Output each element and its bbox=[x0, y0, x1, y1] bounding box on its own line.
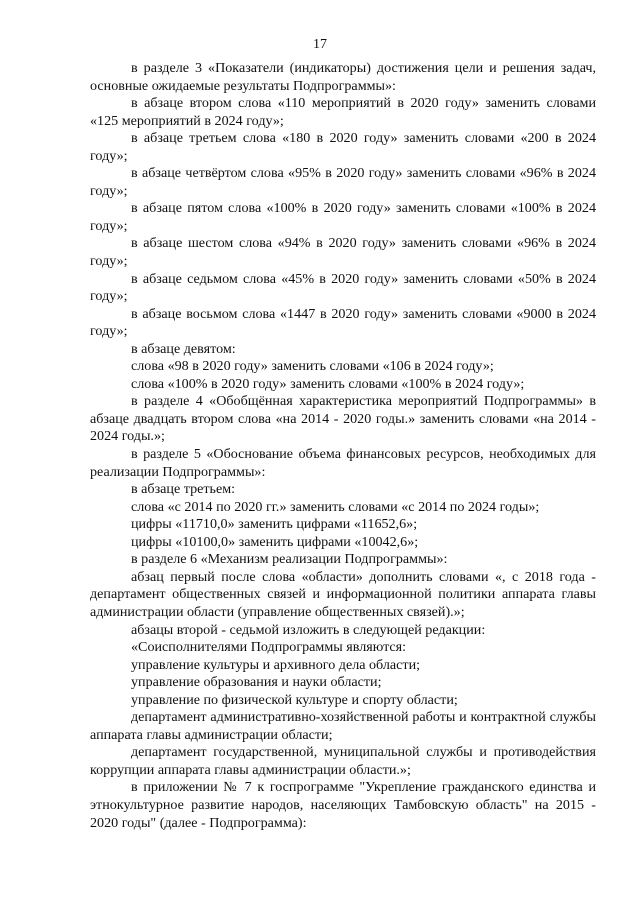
paragraph-section-5-abzac-3: в абзаце третьем: bbox=[131, 481, 236, 498]
paragraph-coexecutor-1: управление культуры и архивного дела области; bbox=[131, 656, 421, 673]
page-number: 17 bbox=[313, 37, 327, 52]
paragraph-abzac-9-item-2: слова «100% в 2020 году» заменить словами «100% в 2024 году»; bbox=[131, 375, 525, 392]
paragraph-coexecutor-4: департамент административно-хозяйственной работы и контрактной службы аппарата главы администрации области; bbox=[90, 709, 596, 743]
paragraph-abzac-8: в абзаце восьмом слова «1447 в 2020 году» заменить словами «9000 в 2024 году»; bbox=[90, 305, 596, 340]
paragraph-abzac-7: в абзаце седьмом слова «45% в 2020 году» заменить словами «50% в 2024 году»; bbox=[90, 270, 596, 305]
paragraph-section-5: в разделе 5 «Обоснование объема финансовых ресурсов, необходимых для реализации Подпрограммы»: bbox=[90, 446, 596, 480]
paragraph-section-6-abzac-1: абзац первый после слова «области» дополнить словами «, с 2018 года - департамент общественных связей и информационной политики аппарата главы администрации области (управление общественных связей).»; bbox=[90, 568, 596, 620]
paragraph-coexecutors: «Соисполнителями Подпрограммы являются: bbox=[131, 639, 407, 656]
paragraph-abzac-5: в абзаце пятом слова «100% в 2020 году» заменить словами «100% в 2024 году»; bbox=[90, 200, 596, 234]
paragraph-abzac-6: в абзаце шестом слова «94% в 2020 году» заменить словами «96% в 2024 году»; bbox=[90, 235, 596, 270]
paragraph-section-4: в разделе 4 «Обобщённая характеристика мероприятий Подпрограммы» в абзаце двадцать втором слова «на 2014 - 2020 годы.» заменить словами «на 2014 - 2024 годы.»; bbox=[90, 393, 596, 445]
paragraph-appendix-7: в приложении № 7 к госпрограмме "Укрепление гражданского единства и этнокультурное развитие народов, населяющих Тамбовскую область" на 2015 - 2020 годы" (далее - Подпрограмма): bbox=[90, 779, 596, 831]
paragraph-coexecutor-3: управление по физической культуре и спорту области; bbox=[131, 691, 458, 708]
document-body bbox=[90, 60, 596, 832]
paragraph-section-5-item-3: цифры «10100,0» заменить цифрами «10042,6»; bbox=[131, 533, 419, 550]
paragraph-abzac-9-item-1: слова «98 в 2020 году» заменить словами «106 в 2024 году»; bbox=[131, 358, 494, 375]
paragraph-section-5-item-2: цифры «11710,0» заменить цифрами «11652,6»; bbox=[131, 516, 418, 533]
paragraph-coexecutor-5: департамент государственной, муниципальной службы и противодействия коррупции аппарата главы администрации области.»; bbox=[90, 744, 596, 778]
paragraph-abzac-9: в абзаце девятом: bbox=[131, 340, 236, 357]
paragraph-coexecutor-2: управление образования и науки области; bbox=[131, 674, 382, 691]
paragraph-abzac-2: в абзаце втором слова «110 мероприятий в 2020 году» заменить словами «125 мероприятий в 2024 году»; bbox=[90, 95, 596, 129]
paragraph-section-6-abzac-2-7: абзацы второй - седьмой изложить в следующей редакции: bbox=[131, 621, 486, 638]
paragraph-abzac-3: в абзаце третьем слова «180 в 2020 году» заменить словами «200 в 2024 году»; bbox=[90, 130, 596, 164]
paragraph-section-5-item-1: слова «с 2014 по 2020 гг.» заменить словами «с 2014 по 2024 годы»; bbox=[131, 498, 540, 515]
paragraph-abzac-4: в абзаце четвёртом слова «95% в 2020 году» заменить словами «96% в 2024 году»; bbox=[90, 165, 596, 199]
paragraph-section-3: в разделе 3 «Показатели (индикаторы) достижения цели и решения задач, основные ожидаемые результаты Подпрограммы»: bbox=[90, 60, 596, 94]
paragraph-section-6: в разделе 6 «Механизм реализации Подпрограммы»: bbox=[131, 551, 448, 568]
